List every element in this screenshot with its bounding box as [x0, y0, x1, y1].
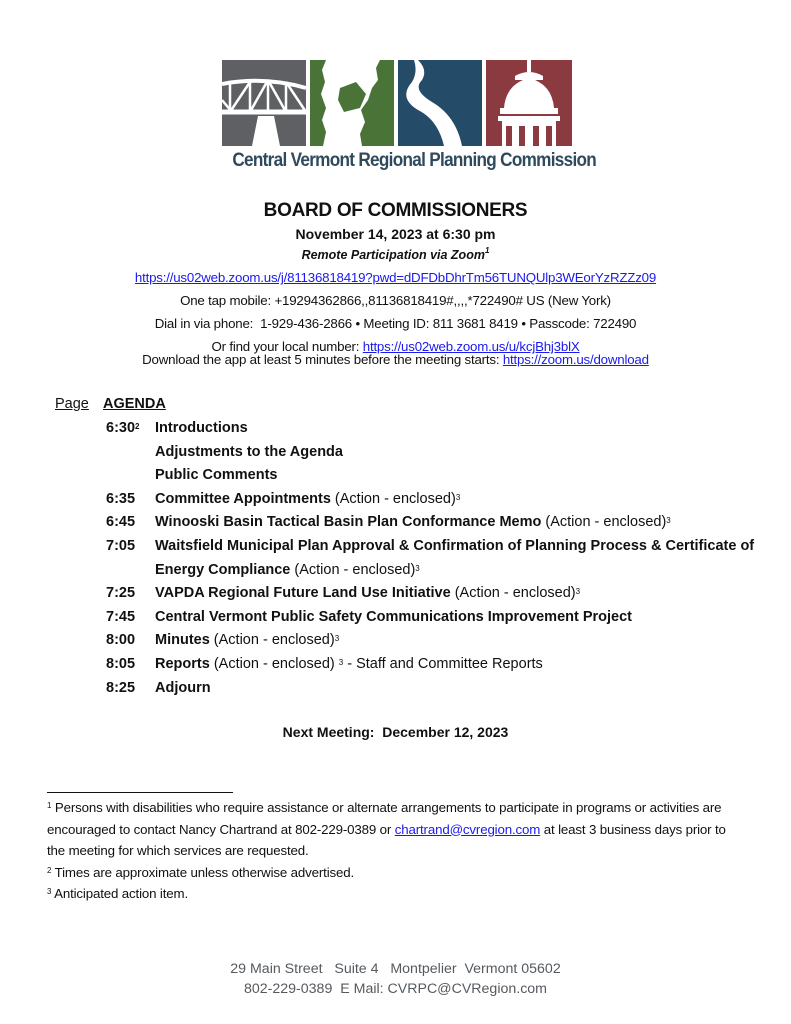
footnote-ref: 3: [415, 563, 420, 573]
agenda-item-body: [155, 629, 755, 653]
footnote-2-number: 2: [47, 865, 52, 875]
agenda-time: [106, 417, 151, 441]
agenda-item-body: [155, 441, 755, 465]
agenda-item: [0, 653, 791, 677]
agenda-item: [0, 677, 791, 701]
agenda-item-title: Public Comments: [155, 467, 278, 484]
agenda-item-title: Central Vermont Public Safety Communications Improvement Project: [155, 608, 632, 625]
agenda-item-title: Introductions: [155, 420, 248, 436]
footnote-ref: 3: [575, 587, 581, 597]
agenda-item-title: Reports: [155, 655, 210, 672]
agenda-list: [0, 417, 791, 700]
agenda-item-body: [155, 511, 755, 535]
agenda-time: [106, 653, 151, 677]
chartrand-email-link[interactable]: chartrand@cvregion.com: [394, 821, 541, 837]
logo-wordmark: Central Vermont Regional Planning Commission: [232, 149, 597, 171]
agenda-time-value: 8:00: [106, 632, 136, 649]
river-icon: [398, 60, 482, 146]
agenda-time-value: 6:45: [106, 514, 136, 531]
agenda-item-title: Adjustments to the Agenda: [155, 443, 343, 460]
dial-in-info: Dial in via phone: 1-929-436-2866 • Meeting ID: 811 3681 8419 • Passcode: 722490: [154, 316, 637, 331]
agenda-item-title: Minutes: [155, 632, 210, 649]
logo-graphic: [222, 60, 572, 146]
page-column-label: Page: [55, 396, 89, 412]
agenda-item-note: (Action - enclosed): [541, 514, 667, 531]
agenda-time-value: 8:25: [106, 679, 136, 696]
agenda-item-body: [155, 582, 755, 606]
agenda-time: [106, 488, 151, 512]
agenda-time: [106, 511, 151, 535]
footnote-divider: [47, 792, 233, 793]
footnotes: [47, 797, 747, 905]
agenda-item-body: [155, 464, 755, 488]
footnote-ref: 2: [135, 422, 140, 431]
one-tap-mobile: One tap mobile: +19294362866,,81136818419#,,,,*722490# US (New York): [180, 293, 611, 308]
agenda-item-note: (Action - enclosed): [450, 585, 576, 602]
cvrpc-logo: [222, 60, 572, 146]
agenda-item: [0, 511, 791, 535]
agenda-item-title: Adjourn: [155, 679, 211, 696]
page-title: BOARD OF COMMISSIONERS: [263, 200, 528, 221]
agenda-heading: AGENDA: [103, 396, 166, 412]
agenda-time-value: 6:30: [106, 420, 136, 436]
agenda-item-title: Winooski Basin Tactical Basin Plan Conformance Memo: [155, 514, 542, 531]
footnote-ref: 3: [666, 516, 671, 526]
agenda-time-value: 7:45: [106, 608, 136, 625]
agenda-time: [106, 677, 151, 701]
agenda-item: [0, 441, 791, 465]
agenda-item: [0, 535, 791, 582]
agenda-time: [106, 582, 151, 606]
footnote-3: [47, 883, 747, 905]
footnote-ref: 3: [455, 492, 461, 502]
agenda-item-note: (Action - enclosed): [209, 655, 339, 672]
agenda-item-note: (Action - enclosed): [209, 632, 335, 649]
footnote-ref: 3: [334, 634, 340, 644]
footnote-1-text: Persons with disabilities who require assistance or alternate arrangements to participate in programs or activities are encouraged to contact Nancy Chartrand at 802-229-0389 or: [47, 800, 722, 837]
agenda-item-title: VAPDA Regional Future Land Use Initiative: [155, 585, 451, 602]
footnote-3-text: Anticipated action item.: [51, 886, 188, 901]
agenda-time-value: 7:05: [106, 537, 136, 554]
footnote-1: [47, 797, 747, 862]
remote-label: Remote Participation via Zoom: [301, 248, 485, 262]
agenda-item: [0, 417, 791, 441]
footnote-ref: 1: [484, 246, 490, 255]
footnote-2: [47, 862, 747, 884]
agenda-item: [0, 582, 791, 606]
agenda-item-suffix: - Staff and Committee Reports: [343, 655, 543, 672]
agenda-item-note: (Action - enclosed): [330, 490, 456, 507]
local-number-label: Or find your local number:: [211, 339, 363, 354]
agenda-time-value: 8:05: [106, 655, 136, 672]
footnote-3-number: 3: [47, 887, 52, 896]
remote-participation: [0, 248, 791, 262]
agenda-item-body: [155, 417, 755, 441]
agenda-item-title: Committee Appointments: [155, 490, 331, 507]
footnote-2-text: Times are approximate unless otherwise advertised.: [51, 864, 355, 880]
agenda-time: [106, 535, 151, 559]
agenda-item-note: (Action - enclosed): [290, 561, 416, 578]
agenda-item-body: [155, 535, 755, 582]
footnote-1-number: 1: [47, 801, 52, 810]
agenda-time-value: 6:35: [106, 490, 136, 507]
next-meeting: Next Meeting: December 12, 2023: [282, 724, 509, 740]
meeting-date: November 14, 2023 at 6:30 pm: [295, 226, 496, 242]
vermont-map-icon: [310, 60, 394, 146]
agenda-item-body: [155, 488, 755, 512]
footnote-1-text-cont: at least 3 business days prior to the meeting for which services are requested.: [47, 821, 726, 858]
download-label: Download the app at least 5 minutes before the meeting starts:: [142, 352, 503, 367]
agenda-time-value: 7:25: [106, 585, 136, 602]
agenda-item-body: [155, 677, 755, 701]
agenda-item: [0, 464, 791, 488]
download-line: [0, 352, 791, 367]
zoom-link-line: [0, 270, 791, 285]
zoom-download-link[interactable]: https://zoom.us/download: [502, 352, 649, 367]
footnote-ref: 3: [338, 657, 344, 667]
local-number-link[interactable]: https://us02web.zoom.us/u/kcjBhj3blX: [362, 339, 580, 354]
footer-contact: 802-229-0389 E Mail: CVRPC@CVRegion.com: [243, 981, 547, 997]
agenda-time: [106, 629, 151, 653]
agenda-item-body: [155, 653, 755, 677]
agenda-item: [0, 606, 791, 630]
agenda-item: [0, 629, 791, 653]
capitol-dome-icon: [486, 60, 572, 146]
agenda-time: [106, 606, 151, 630]
agenda-item-title: Waitsfield Municipal Plan Approval & Confirmation of Planning Process & Certificate of Energy Compliance: [155, 537, 755, 578]
footer-address: 29 Main Street Suite 4 Montpelier Vermont 05602: [230, 961, 561, 977]
agenda-item: [0, 488, 791, 512]
agenda-item-body: [155, 606, 755, 630]
zoom-meeting-link[interactable]: https://us02web.zoom.us/j/81136818419?pwd=dDFDbDhrTm56TUNQUlp3WEorYzRZZz09: [134, 270, 657, 285]
bridge-icon: [222, 60, 306, 146]
